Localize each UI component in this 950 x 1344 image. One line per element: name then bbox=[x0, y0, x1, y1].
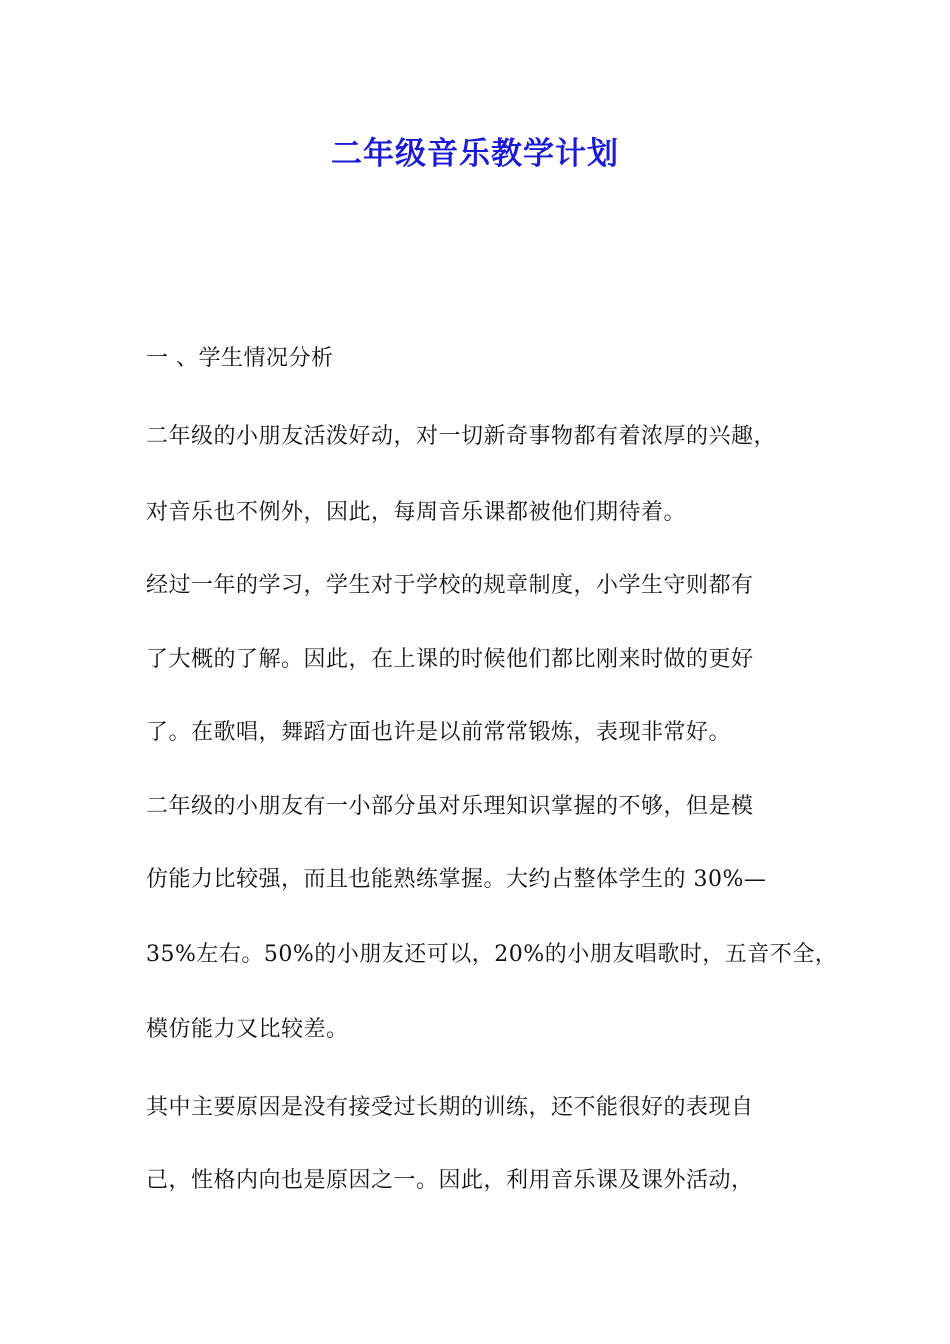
body-line-8: 35%左右。50%的小朋友还可以，20%的小朋友唱歌时，五音不全， bbox=[146, 942, 838, 967]
body-line-10: 其中主要原因是没有接受过长期的训练，还不能很好的表现自 bbox=[146, 1095, 754, 1120]
body-line-4: 了大概的了解。因此，在上课的时候他们都比刚来时做的更好 bbox=[146, 647, 754, 672]
document-title: 二年级音乐教学计划 bbox=[331, 136, 619, 172]
body-line-1: 二年级的小朋友活泼好动，对一切新奇事物都有着浓厚的兴趣， bbox=[146, 424, 777, 449]
body-line-9: 模仿能力又比较差。 bbox=[146, 1017, 349, 1042]
body-line-11: 己，性格内向也是原因之一。因此，利用音乐课及课外活动， bbox=[146, 1168, 754, 1193]
body-line-5: 了。在歌唱，舞蹈方面也许是以前常常锻炼，表现非常好。 bbox=[146, 720, 732, 745]
body-line-3: 经过一年的学习，学生对于学校的规章制度，小学生守则都有 bbox=[146, 573, 754, 598]
section-heading: 一 、学生情况分析 bbox=[146, 346, 334, 371]
body-line-6: 二年级的小朋友有一小部分虽对乐理知识掌握的不够，但是模 bbox=[146, 794, 754, 819]
body-line-2: 对音乐也不例外，因此，每周音乐课都被他们期待着。 bbox=[146, 500, 687, 525]
body-line-7: 仿能力比较强，而且也能熟练掌握。大约占整体学生的 30%— bbox=[146, 867, 767, 892]
